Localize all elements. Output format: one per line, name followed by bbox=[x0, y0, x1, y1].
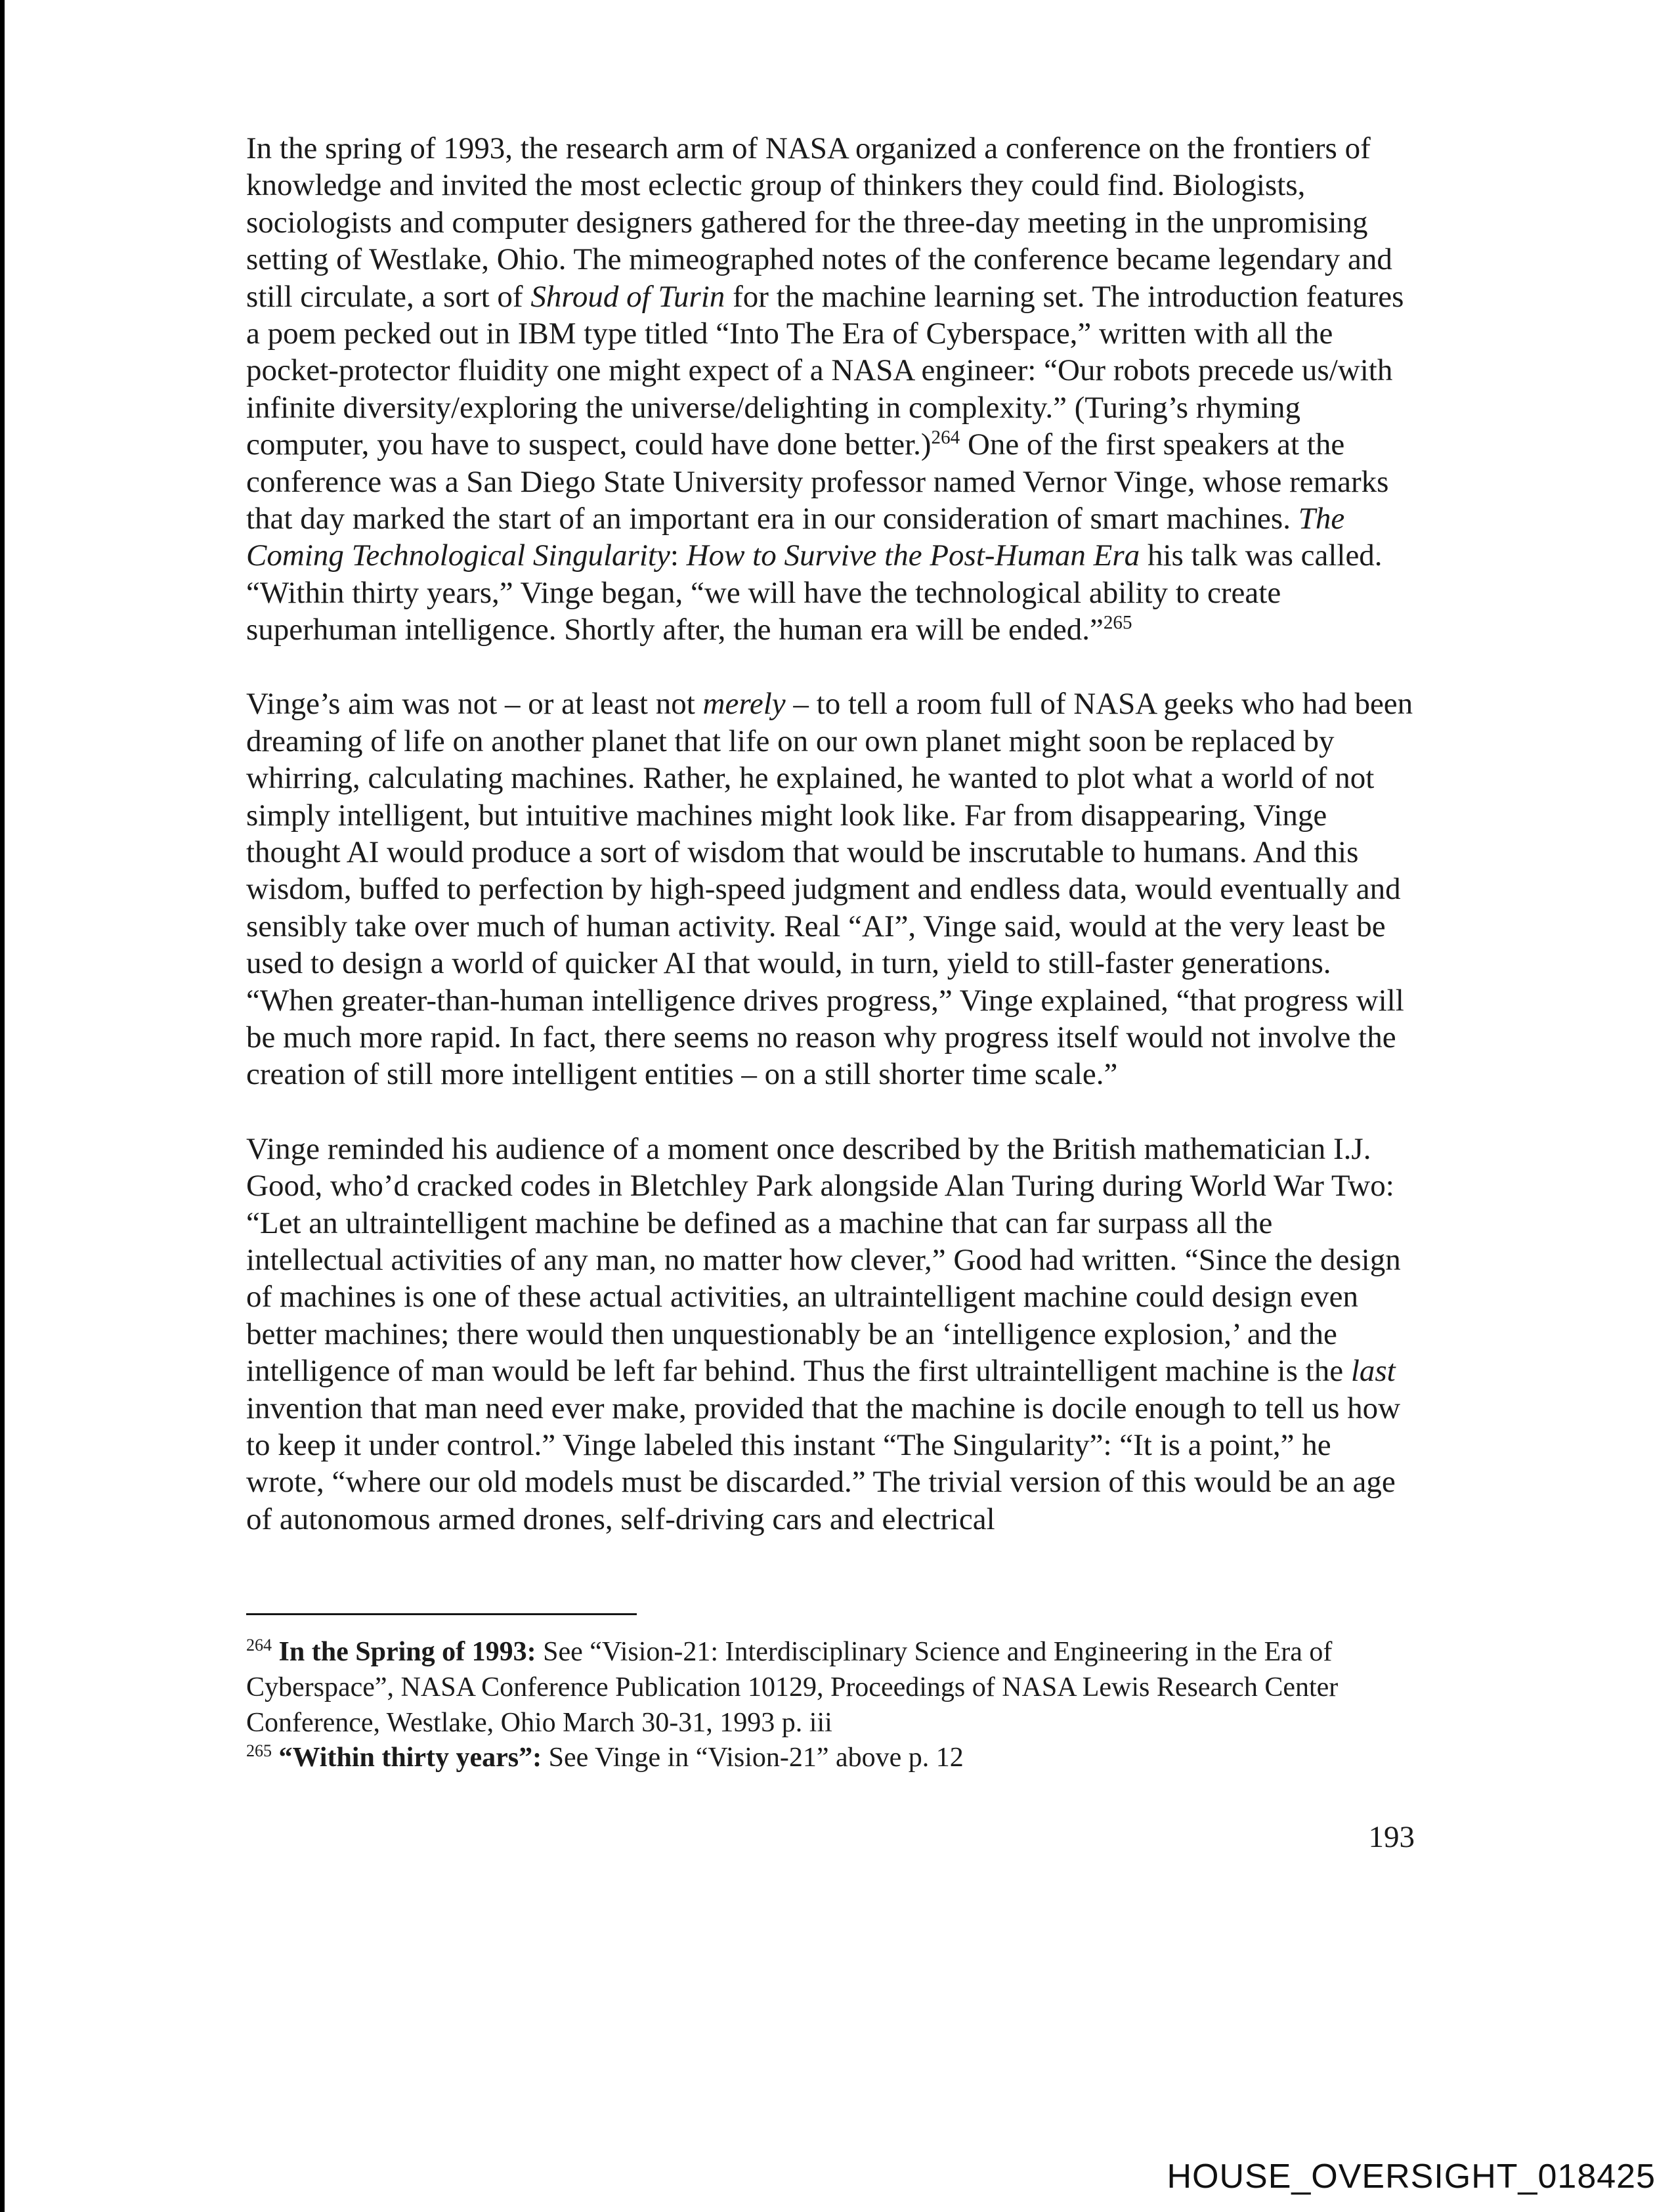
footnote-265 bbox=[246, 1741, 1415, 1776]
text-run: See “Vision-21: Interdisciplinary Science and Engineering in the Era of Cyberspace”, NASA Conference Publication 10129, Proceedings of NASA Lewis Research Center Conference, Westlake, Ohio March 30-31, 1993 p. iii bbox=[246, 1637, 1339, 1738]
body-paragraph-3 bbox=[246, 1131, 1415, 1538]
text-run: for the machine learning set. The introduction features a poem pecked out in IBM type titled “Into The Era of Cyberspace,” written with all the pocket-protector fluidity one might expect of a NASA engineer: “Our robots precede us/with infinite diversity/exploring the universe/delighting in complexity.” (Turing’s rhyming computer, you have to suspect, could have done better.) bbox=[246, 279, 1404, 462]
text-run: See Vinge in “Vision-21” above p. 12 bbox=[542, 1743, 964, 1773]
footnotes-section bbox=[246, 1613, 1415, 1776]
text-run: 264 bbox=[931, 427, 960, 448]
text-run: How to Survive the Post-Human Era bbox=[686, 538, 1140, 573]
text-run: – to tell a room full of NASA geeks who had been dreaming of life on another planet that life on our own planet might soon be replaced by whirring, calculating machines. Rather, he explained, he wanted to plot what a world of not simply intelligent, but intuitive machines might look like. Far from disappearing, Vinge thought AI would produce a sort of wisdom that would be inscrutable to humans. And this wisdom, buffed to perfection by high-speed judgment and endless data, would eventually and sensibly take over much of human activity. Real “AI”, Vinge said, would at the very least be used to design a world of quicker AI that would, in turn, yield to still-faster generations. “When greater-than-human intelligence drives progress,” Vinge explained, “that progress will be much more rapid. In fact, there seems no reason why progress itself would not involve the creation of still more intelligent entities – on a still shorter time scale.” bbox=[246, 687, 1413, 1092]
text-run: last bbox=[1350, 1354, 1396, 1389]
text-run: Vinge reminded his audience of a moment once described by the British mathematician I.J. Good, who’d cracked codes in Bletchley Park alongside Alan Turing during World War Two: “Let an ultraintelligent machine be defined as a machine that can far surpass all the intellectual activities of any man, no matter how clever,” Good had written. “Since the design of machines is one of these actual activities, an ultraintelligent machine could design even better machines; there would then unquestionably be an ‘intelligence explosion,’ and the intelligence of man would be left far behind. Thus the first ultraintelligent machine is the bbox=[246, 1131, 1401, 1389]
text-run: 265 bbox=[1103, 612, 1132, 634]
page-content bbox=[246, 130, 1415, 1855]
text-run: The Coming Technological Singularity bbox=[246, 501, 1345, 573]
bates-stamp: HOUSE_OVERSIGHT_018425 bbox=[1167, 2158, 1656, 2196]
text-run: 265 bbox=[246, 1741, 272, 1761]
footnote-264 bbox=[246, 1635, 1415, 1741]
text-run: In the Spring of 1993: bbox=[278, 1637, 536, 1668]
footnote-separator-rule bbox=[246, 1613, 637, 1615]
text-run bbox=[272, 1637, 279, 1667]
text-run: 264 bbox=[246, 1636, 272, 1655]
text-run: One of the first speakers at the conference was a San Diego State University professor named Vernor Vinge, whose remarks that day marked the start of an important era in our consideration of smart machines. bbox=[246, 427, 1389, 536]
text-run: merely bbox=[702, 687, 786, 722]
text-run: his talk was called. “Within thirty years,” Vinge began, “we will have the technological ability to create superhuman intelligence. Shortly after, the human era will be ended.” bbox=[246, 538, 1383, 647]
text-run: invention that man need ever make, provided that the machine is docile enough to tell us how to keep it under control.” Vinge labeled this instant “The Singularity”: “It is a point,” he wrote, “where our old models must be discarded.” The trivial version of this would be an age of autonomous armed drones, self-driving cars and electrical bbox=[246, 1391, 1401, 1536]
page-number: 193 bbox=[1368, 1820, 1415, 1855]
text-run bbox=[272, 1743, 279, 1773]
text-run: : bbox=[670, 538, 687, 573]
text-run: Shroud of Turin bbox=[530, 279, 725, 314]
scan-edge-artifact bbox=[0, 0, 5, 2212]
text-run: “Within thirty years”: bbox=[278, 1743, 542, 1773]
body-paragraph-1 bbox=[246, 130, 1415, 648]
body-paragraph-2 bbox=[246, 685, 1415, 1093]
text-run: In the spring of 1993, the research arm of NASA organized a conference on the frontiers of knowledge and invited the most eclectic group of thinkers they could find. Biologists, sociologists and computer designers gathered for the three-day meeting in the unpromising setting of Westlake, Ohio. The mimeographed notes of the conference became legendary and still circulate, a sort of bbox=[246, 131, 1392, 314]
text-run: Vinge’s aim was not – or at least not bbox=[246, 687, 703, 722]
